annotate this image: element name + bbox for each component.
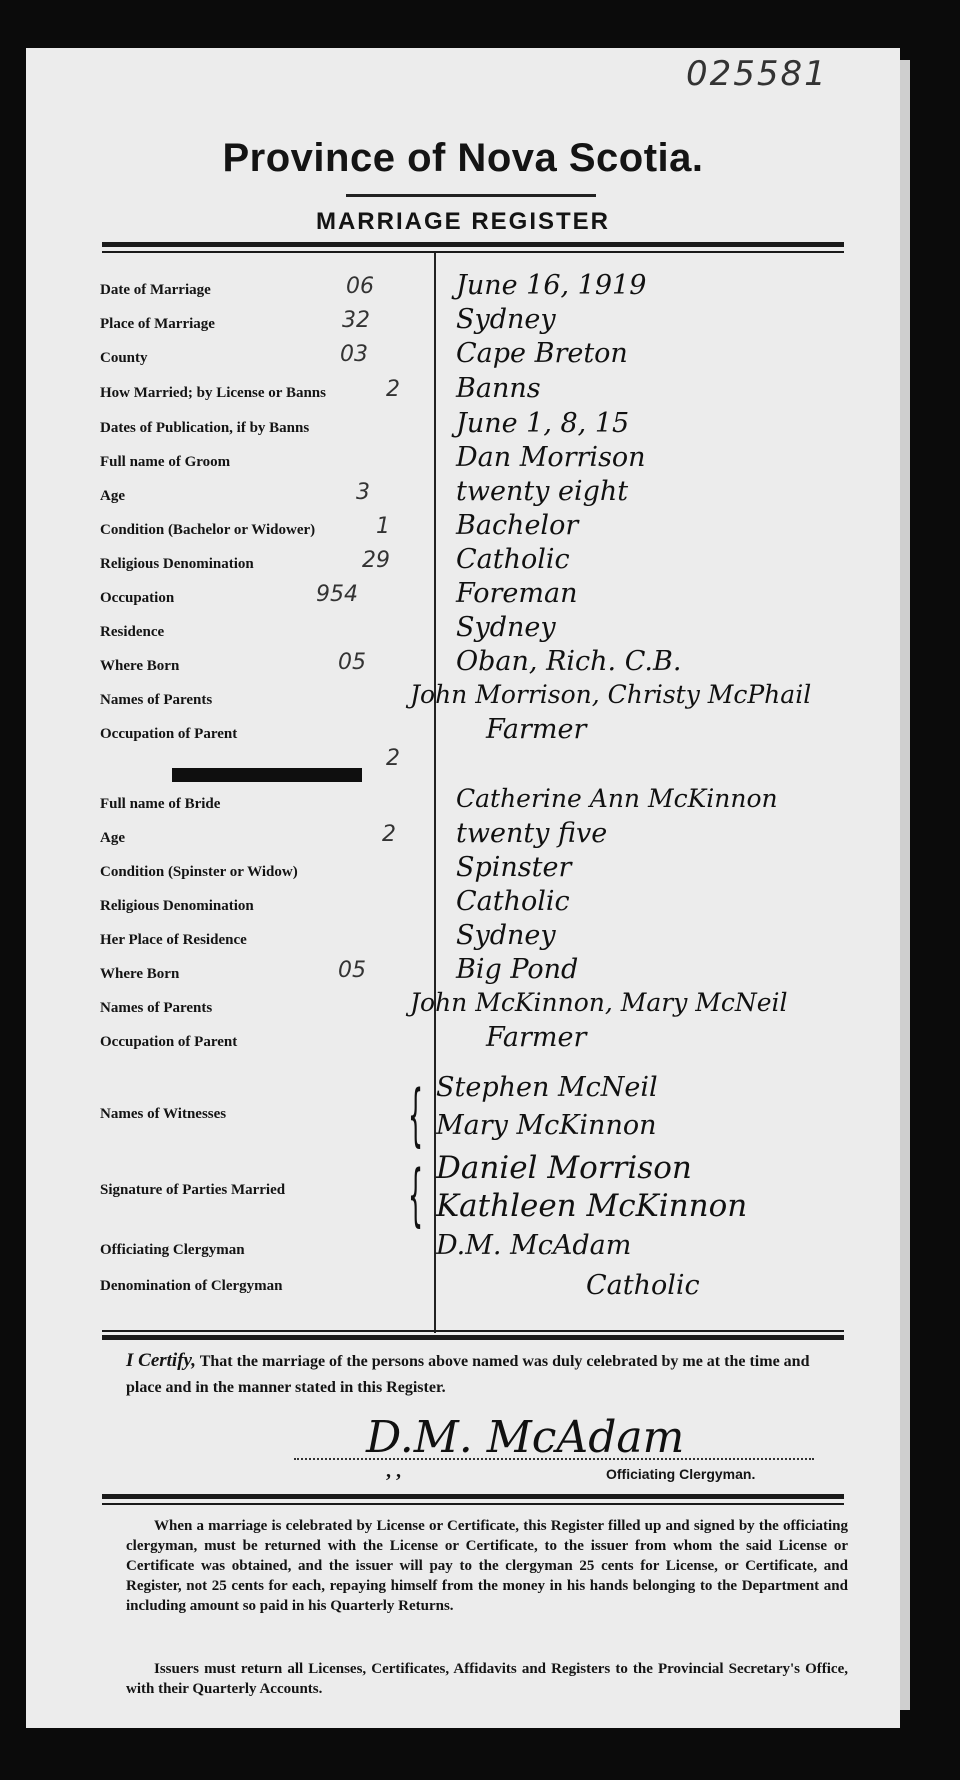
form-subtitle: MARRIAGE REGISTER (315, 208, 610, 235)
signature-line (294, 1458, 814, 1460)
field-label: Residence (100, 624, 165, 640)
certify-rule-thin (102, 1330, 844, 1332)
field-value: Cape Breton (456, 338, 628, 369)
title-underline (346, 194, 596, 197)
field-label: Full name of Groom (100, 454, 231, 470)
field-code: 06 (346, 274, 374, 299)
notice-rule-thin (102, 1503, 844, 1505)
field-code: 32 (342, 308, 370, 333)
field-label: Where Born (100, 658, 180, 674)
field-value: twenty eight (456, 476, 629, 507)
field-value: Farmer (486, 714, 587, 745)
field-value: Spinster (456, 852, 572, 883)
field-code: 2 (386, 746, 400, 771)
field-value: Banns (456, 373, 541, 404)
field-value: Catholic (456, 544, 570, 575)
top-rule-thin (102, 251, 844, 253)
field-code: 2 (382, 822, 396, 847)
issuers-paragraph: Issuers must return all Licenses, Certificates, Affidavits and Registers to the Provincial Secretary's Office, with their Quarterly Accounts. (126, 1661, 848, 1697)
field-value: Catholic (456, 886, 570, 917)
party-groom-signature: Daniel Morrison (436, 1150, 692, 1186)
field-code: 05 (338, 958, 366, 983)
field-value: John Morrison, Christy McPhail (410, 680, 812, 709)
witness-1: Stephen McNeil (436, 1072, 658, 1103)
denomination-value: Catholic (586, 1270, 700, 1301)
field-label: Where Born (100, 966, 180, 982)
field-code: 03 (340, 342, 368, 367)
denomination-label: Denomination of Clergyman (100, 1278, 283, 1294)
certify-lead: I Certify, (126, 1350, 197, 1371)
field-code: 05 (338, 650, 366, 675)
field-label: Occupation of Parent (100, 726, 238, 742)
page-title: Province of Nova Scotia. (222, 136, 704, 180)
field-label: Names of Parents (100, 1000, 213, 1016)
certify-rule-thick (102, 1335, 844, 1340)
field-value: Sydney (456, 304, 556, 335)
witnesses-brace: { (408, 1076, 424, 1155)
field-value: Farmer (486, 1022, 587, 1053)
field-label: Her Place of Residence (100, 932, 247, 948)
field-label: Full name of Bride (100, 796, 221, 812)
field-code: 29 (362, 548, 390, 573)
redacted-heading-bar (172, 768, 362, 782)
notice-rule-thick (102, 1494, 844, 1499)
witnesses-label: Names of Witnesses (100, 1106, 227, 1122)
field-value: Foreman (456, 578, 578, 609)
certification-text (126, 1348, 846, 1401)
signature-caption: Officiating Clergyman. (606, 1466, 756, 1482)
top-rule-thick (102, 242, 844, 247)
field-value: John McKinnon, Mary McNeil (410, 988, 788, 1017)
field-code: 954 (316, 582, 358, 607)
field-label: Date of Marriage (100, 282, 211, 298)
officiating-label: Officiating Clergyman (100, 1242, 245, 1258)
field-value: Sydney (456, 920, 556, 951)
field-label: How Married; by License or Banns (100, 385, 326, 401)
field-label: County (100, 350, 148, 366)
witness-2: Mary McKinnon (436, 1110, 657, 1141)
field-value: Bachelor (456, 510, 579, 541)
field-value: June 1, 8, 15 (456, 408, 630, 439)
field-label: Age (100, 830, 125, 846)
parties-label: Signature of Parties Married (100, 1182, 286, 1198)
field-value: Sydney (456, 612, 556, 643)
field-value: Oban, Rich. C.B. (456, 646, 682, 677)
field-label: Age (100, 488, 125, 504)
field-label: Place of Marriage (100, 316, 215, 332)
field-code: 2 (386, 377, 400, 402)
notice-paragraph: When a marriage is celebrated by License or Certificate, this Register filled up and signed by the officiating clergyman, must be returned with the License or Certificate, to the issuer from whom the said License or Certificate was obtained, and the issuer will pay to the clergyman 25 cents for License, or Certificate, and Register, not 25 cents for each, repaying himself from the money in his hands belonging to the Department and including amount so paid in his Quarterly Returns. (126, 1518, 848, 1614)
field-label: Condition (Spinster or Widow) (100, 864, 298, 880)
field-code: 1 (376, 514, 390, 539)
field-label: Religious Denomination (100, 898, 254, 914)
field-label: Religious Denomination (100, 556, 254, 572)
field-value: twenty five (456, 818, 608, 849)
officiating-value: D.M. McAdam (436, 1230, 632, 1261)
party-bride-signature: Kathleen McKinnon (436, 1188, 748, 1224)
field-label: Names of Parents (100, 692, 213, 708)
field-label: Condition (Bachelor or Widower) (100, 522, 316, 538)
field-label: Occupation (100, 590, 175, 606)
field-value: Dan Morrison (456, 442, 646, 473)
certify-body: That the marriage of the persons above named was duly celebrated by me at the time and place and in the manner stated in this Register. (126, 1353, 810, 1396)
field-value: June 16, 1919 (456, 270, 647, 301)
field-code: 3 (356, 480, 370, 505)
field-value: Big Pond (456, 954, 579, 985)
field-label: Occupation of Parent (100, 1034, 238, 1050)
field-value: Catherine Ann McKinnon (456, 784, 778, 813)
register-form (26, 48, 900, 1728)
document-number: 025581 (686, 54, 828, 94)
signature-marks: , , (386, 1460, 401, 1482)
clergyman-signature: D.M. McAdam (366, 1412, 685, 1463)
field-label: Dates of Publication, if by Banns (100, 420, 310, 436)
parties-brace: { (408, 1156, 424, 1235)
